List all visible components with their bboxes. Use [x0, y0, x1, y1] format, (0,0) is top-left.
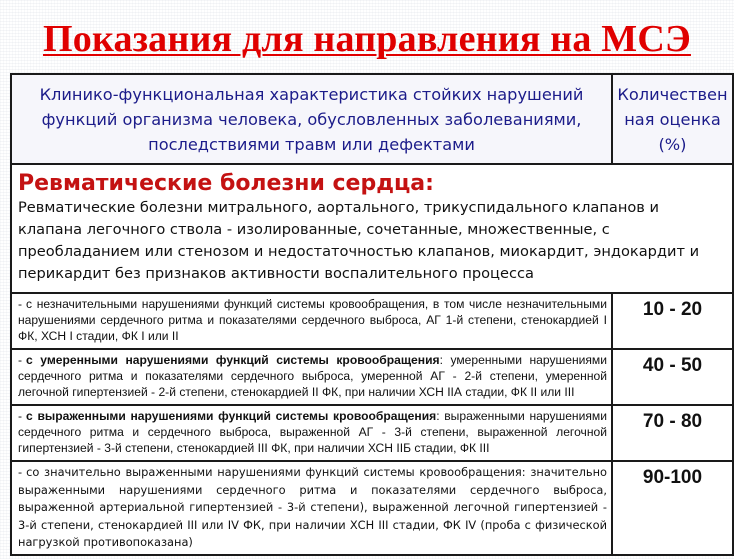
- header-characteristic: Клинико-функциональная характеристика стойких нарушений функций организма человека, обусловленных заболеваниями, последствиями травм или дефектами: [11, 74, 612, 164]
- table-row: [11, 461, 733, 555]
- row-dash: -: [18, 353, 23, 367]
- page-title: Показания для направления на МСЭ: [43, 18, 691, 60]
- row-description: [11, 293, 612, 349]
- row-dash: -: [18, 465, 23, 479]
- indications-table: [10, 73, 734, 556]
- row-bold-lead: с выраженными нарушениями функций системы кровообращения: [26, 409, 437, 423]
- table-header-row: [11, 74, 733, 164]
- row-percent: 70 - 80: [612, 405, 733, 461]
- row-text: с незначительными нарушениями функций системы кровообращения, в том числе незначительными нарушениями сердечного ритма и показателями сердечного выброса, АГ 1-й степени, стенокардией I ФК, ХСН I стадии, ФК I или II: [18, 297, 607, 343]
- section-description: Ревматические болезни митрального, аортального, трикуспидального клапанов и клапана легочного ствола - изолированные, сочетанные, множественные, с преобладанием или стенозом и недостаточностью клапанов, миокардит, эндокардит и перикардит без признаков активности воспалительного процесса: [18, 199, 700, 282]
- table-row: [11, 349, 733, 405]
- section-row: [11, 164, 733, 293]
- table-row: [11, 293, 733, 349]
- header-assessment-label: Количественная оценка (%): [617, 84, 728, 154]
- row-percent: 90-100: [612, 461, 733, 555]
- row-description: [11, 405, 612, 461]
- row-dash: -: [18, 297, 23, 311]
- row-text: со значительно выраженными нарушениями функций системы кровообращения: значительно выраженными нарушениями сердечного ритма и показателями сердечного выброса, выраженной артериальной гипертензией - 3-й степени), выраженной легочной гипертензией - 3-й степени, стенокардией III или IV ФК, при наличии ХСН III стадии, ФК IV (проба с физической нагрузкой противопоказана): [18, 465, 607, 549]
- row-description: [11, 349, 612, 405]
- row-bold-lead: с умеренными нарушениями функций системы кровообращения: [26, 353, 440, 367]
- table-row: [11, 405, 733, 461]
- row-dash: -: [18, 409, 23, 423]
- header-assessment: [612, 74, 733, 164]
- section-title: Ревматические болезни сердца:: [18, 171, 434, 196]
- row-text: : выраженными нарушениями сердечного ритма и сердечного выброса, выраженной АГ - 3-й степени, выраженной легочной гипертензией - 3-й степени, стенокардией III ФК, при наличии ХСН IIБ стадии, ФК III: [18, 409, 607, 455]
- row-text: : умеренными нарушениями сердечного ритма и показателями сердечного выброса, умеренной АГ - 2-й степени, умеренной легочной гипертензией - 2-й степени, стенокардией II ФК, при наличии ХСН IIА стадии, ФК II или III: [18, 353, 607, 399]
- row-description: [11, 461, 612, 555]
- row-percent: 10 - 20: [612, 293, 733, 349]
- section-cell: [11, 164, 733, 293]
- row-percent: 40 - 50: [612, 349, 733, 405]
